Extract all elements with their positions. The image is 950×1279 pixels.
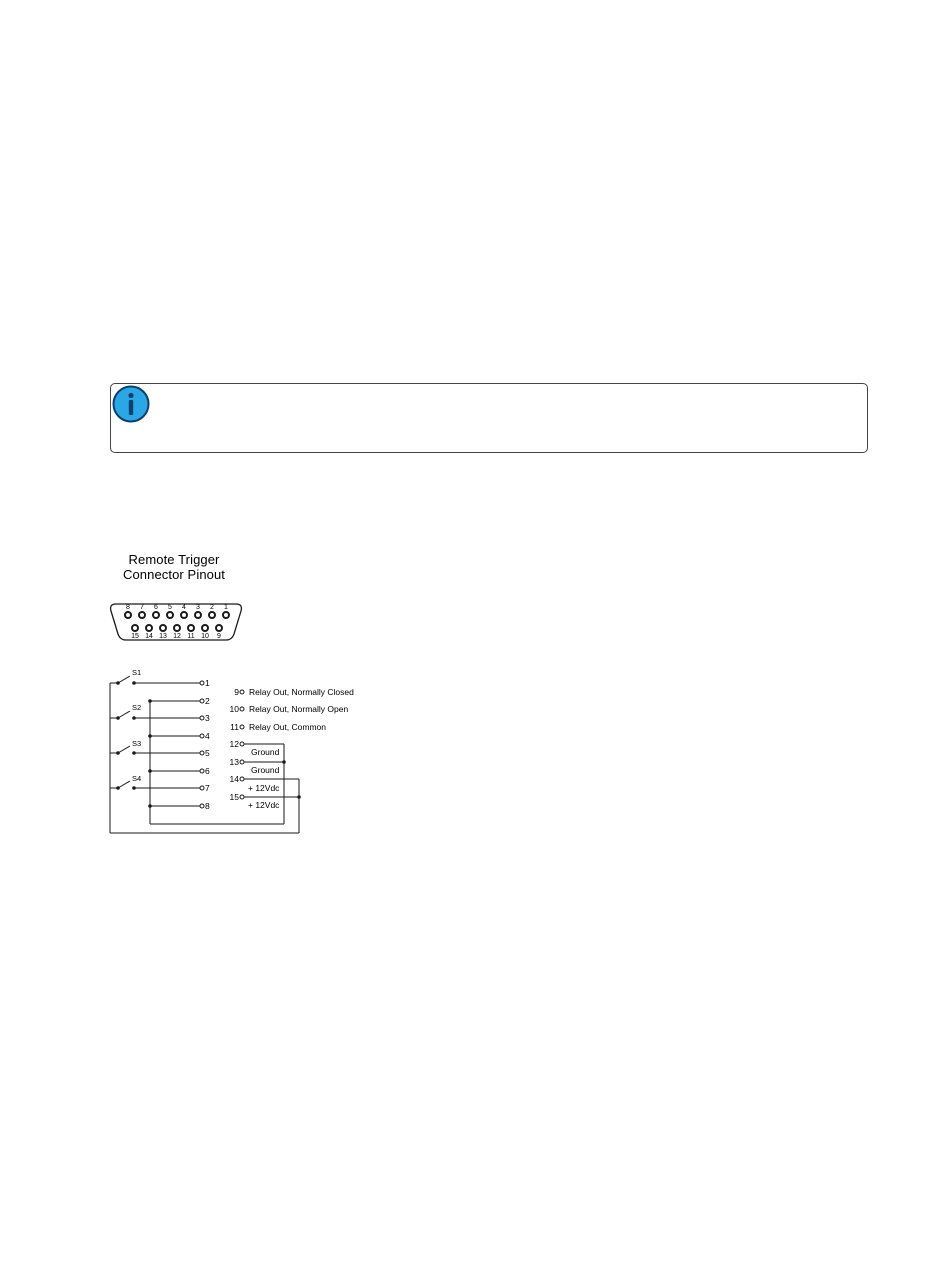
connector-bottom-row	[131, 625, 222, 640]
connector-pin	[167, 612, 173, 618]
pin-number: 5	[168, 604, 172, 611]
pin-number: 10	[201, 633, 209, 640]
connector-pin	[209, 612, 215, 618]
pin-number: 11	[187, 633, 195, 640]
connector-pin	[125, 612, 131, 618]
connector-pin	[216, 625, 222, 631]
left-terminals	[200, 681, 204, 808]
connector-pin	[181, 612, 187, 618]
pin-number: 1	[224, 604, 228, 611]
figure-title-line2: Connector Pinout	[122, 567, 226, 582]
pin-number: 15	[131, 633, 139, 640]
pin-number: 7	[205, 783, 210, 793]
vdc-label: + 12Vdc	[248, 783, 280, 793]
figure-title-line1: Remote Trigger	[128, 552, 220, 567]
connector-pin	[195, 612, 201, 618]
pin-number: 4	[205, 731, 210, 741]
ground-label: Ground	[251, 765, 280, 775]
connector-pin	[153, 612, 159, 618]
connector-pin	[223, 612, 229, 618]
connector-pin	[132, 625, 138, 631]
connector-top-row	[125, 604, 229, 618]
pin-number: 2	[205, 696, 210, 706]
pin-number: 6	[205, 766, 210, 776]
pin-number: 12	[229, 739, 239, 749]
right-terminals	[240, 690, 244, 799]
relay-common-label: Relay Out, Common	[249, 722, 326, 732]
connector-pin	[202, 625, 208, 631]
connector-pin	[188, 625, 194, 631]
ground-label: Ground	[251, 747, 280, 757]
pin-function-labels	[248, 687, 354, 810]
pin-number: 10	[229, 704, 239, 714]
pin-number: 15	[229, 792, 239, 802]
connector-pin	[139, 612, 145, 618]
pin-number: 13	[229, 757, 239, 767]
switch-label: S4	[132, 774, 142, 783]
relay-nc-label: Relay Out, Normally Closed	[249, 687, 354, 697]
pin-number: 6	[154, 604, 158, 611]
left-pin-numbers	[205, 678, 210, 811]
vdc-label: + 12Vdc	[248, 800, 280, 810]
switch-label: S3	[132, 739, 142, 748]
switch-label: S2	[132, 703, 142, 712]
pin-number: 4	[182, 604, 186, 611]
relay-no-label: Relay Out, Normally Open	[249, 704, 349, 714]
pin-number: 13	[159, 633, 167, 640]
pin-number: 9	[234, 687, 239, 697]
pin-number: 5	[205, 748, 210, 758]
pin-number: 14	[229, 774, 239, 784]
pin-number: 8	[205, 801, 210, 811]
pin-number: 11	[230, 722, 239, 732]
pin-number: 7	[140, 604, 144, 611]
switch-label: S1	[132, 668, 142, 677]
pin-number: 8	[126, 604, 130, 611]
pin-number: 3	[196, 604, 200, 611]
pin-number: 3	[205, 713, 210, 723]
connector-pin	[160, 625, 166, 631]
connector-pin	[174, 625, 180, 631]
pin-number: 14	[145, 633, 153, 640]
switch-labels	[132, 668, 141, 783]
pin-number: 2	[210, 604, 214, 611]
right-pin-numbers	[230, 687, 240, 802]
pin-number: 9	[217, 633, 221, 640]
pin-number: 1	[205, 678, 210, 688]
connector-pin	[146, 625, 152, 631]
pin-number: 12	[173, 633, 181, 640]
